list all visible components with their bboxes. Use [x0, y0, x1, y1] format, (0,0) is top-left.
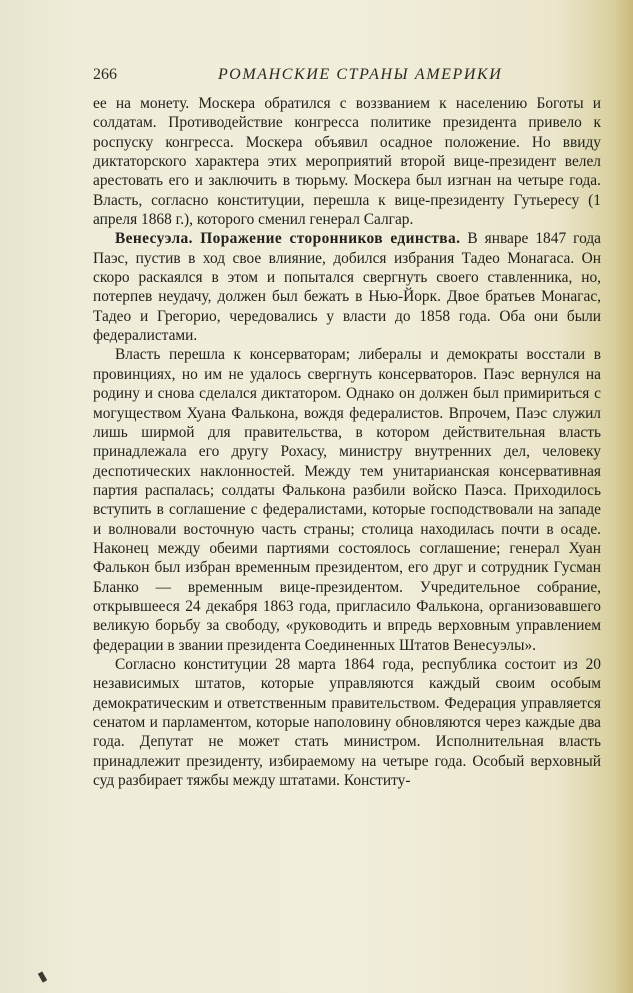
running-title: РОМАНСКИЕ СТРАНЫ АМЕРИКИ — [218, 66, 503, 83]
page-header — [93, 62, 603, 90]
ink-mark — [38, 971, 47, 982]
paragraph-1: ее на монету. Москера обратился с воззванием к населению Боготы и солдатам. Противодействие конгресса политике президента привело к роспуску конгресса. Москера объявил осадное положение. Но ввиду диктаторского характера этих мероприятий второй вице-президент велел арестовать его и заключить в тюрьму. Москера был изгнан на четыре года. Власть, согласно конституции, перешла к вице-президенту Гутьересу (1 апреля 1868 г.), которого сменил генерал Салгар. — [93, 95, 601, 229]
paragraph-2 — [93, 229, 601, 345]
section-heading: Венесуэла. Поражение сторонников единства. — [115, 230, 461, 248]
paragraph-3: Власть перешла к консерваторам; либералы и демократы восстали в провинциях, но им не удалось свергнуть консерваторов. Паэс вернулся на родину и снова сделался диктатором. Однако он должен был примириться с могуществом Хуана Фалькона, вождя федералистов. Впрочем, Паэс служил лишь ширмой для правительства, в котором действительная власть принадлежала его другу Рохасу, министру внутренних дел, человеку деспотических наклонностей. Между тем унитарианская консервативная партия распалась; солдаты Фалькона разбили войско Паэса. Приходилось вступить в соглашение с федералистами, которые господствовали на западе и волновали восточную часть страны; столица находилась почти в осаде. Наконец между обеими партиями состоялось соглашение; генерал Хуан Фалькон был избран временным президентом, его друг и сотрудник Гусман Бланко — временным вице-президентом. Учредительное собрание, открывшееся 24 декабря 1863 года, пригласило Фалькона, организовавшего великую борьбу за свободу, «руководить и впредь верховным управлением федерации в звании президента Соединенных Штатов Венесуэлы». — [93, 346, 601, 654]
paragraph-2-text: В январе 1847 года Паэс, пустив в ход свое влияние, добился избрания Тадео Монагаса. Он скоро раскаялся в этом и попытался свергнуть своего ставленника, но, потерпев неудачу, должен был бежать в Нью-Йорк. Двое братьев Монагас, Тадео и Грегорио, чередовались у власти до 1858 года. Оба они были федералистами. — [93, 230, 601, 345]
paragraph-4: Согласно конституции 28 марта 1864 года, республика состоит из 20 независимых штатов, которые управляются каждый своим особым демократическим и ответственным правительством. Федерация управляется сенатом и парламентом, которые наполовину обновляются через каждые два года. Депутат не может стать министром. Исполнительная власть принадлежит президенту, избираемому на четыре года. Особый верховный суд разбирает тяжбы между штатами. Конститу- — [93, 655, 601, 790]
page-number: 266 — [93, 66, 117, 83]
body-text — [93, 94, 601, 790]
